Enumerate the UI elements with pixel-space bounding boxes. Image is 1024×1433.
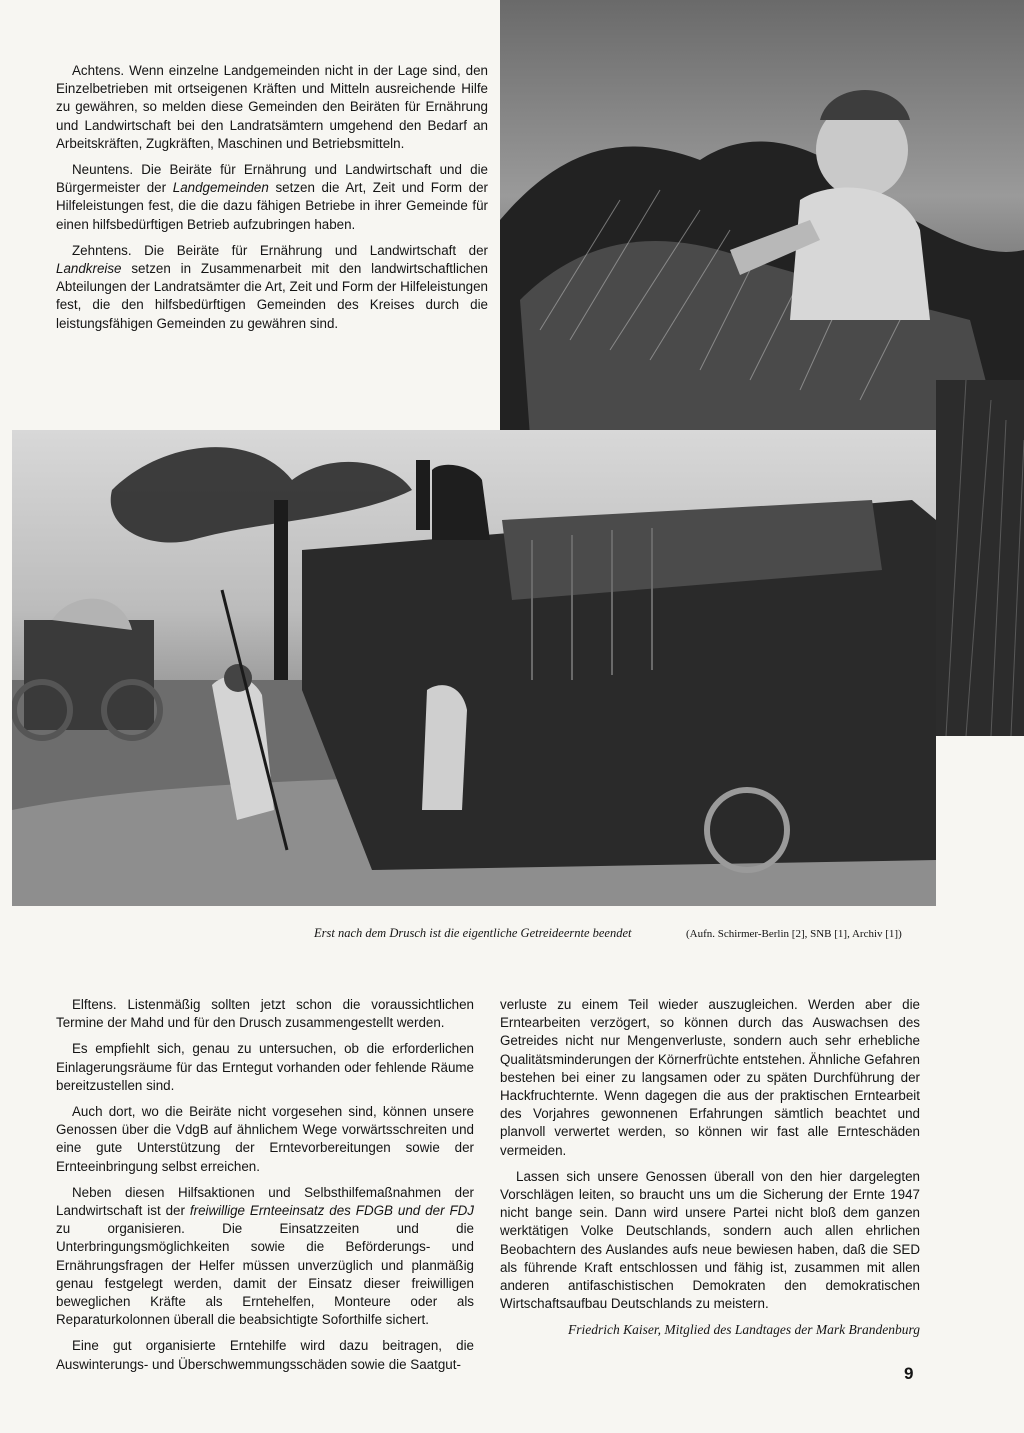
photo-woman-on-haystack bbox=[500, 0, 1024, 436]
page-number: 9 bbox=[904, 1364, 914, 1383]
paragraph-erntehilfe: Eine gut organisierte Erntehilfe wird dazu beitragen, die Auswinterungs- und Überschwemmungsschäden sowie die Saatgut- bbox=[56, 1338, 474, 1372]
article-left-column bbox=[56, 996, 474, 1382]
paragraph-vdgb: Auch dort, wo die Beiräte nicht vorgesehen sind, können unsere Genossen über die VdgB auf ähnlichem Wege vorwärtsschreiten und eine gute Unterstützung der Erntevorbereitungen sowie der Ernteeinbringung selbst erreichen. bbox=[56, 1104, 474, 1174]
photo-credits: (Aufn. Schirmer-Berlin [2], SNB [1], Archiv [1]) bbox=[686, 928, 902, 940]
paragraph-achtens: Achtens. Wenn einzelne Landgemeinden nicht in der Lage sind, den Einzelbetrieben mit ortseigenen Kräften und Mitteln ausreichende Hilfe zu gewähren, so melden diese Gemeinden den Beiräten für Ernährung und Landwirtschaft bei den Landratsämtern umgehend den Bedarf an Arbeitskräften, Zugkräften, Maschinen und Betriebsmitteln. bbox=[56, 63, 488, 151]
paragraph-neuntens: Neuntens. Die Beiräte für Ernährung und Landwirtschaft und die Bürgermeister der Landgemeinden setzen die Art, Zeit und Form der Hilfeleistungen fest, die die dazu fähigen Betriebe in ihrer Gemeinde für einen hilfsbedürftigen Betrieb aufzubringen haben. bbox=[56, 162, 489, 232]
paragraph-ernteeinsatz: Neben diesen Hilfsaktionen und Selbsthilfemaßnahmen der Landwirtschaft ist der freiwillige Ernteeinsatz des FDGB und der FDJ zu organisieren. Die Einsatzzeiten und die Unterbringungsmöglichkeiten sowie die Beförderungs- und Ernährungsfragen der Helfer müssen unverzüglich und planmäßig genau festgelegt werden, damit der Einsatz dieser freiwilligen beweglichen Kräfte als Erntehelfen, Monteure oder als Reparaturkolonnen überall die beabsichtigte Soforthilfe sichert. bbox=[56, 1184, 474, 1328]
article-right-column bbox=[500, 996, 920, 1321]
paragraph-sicherung: Lassen sich unsere Genossen überall von den hier dargelegten Vorschlägen leiten, so braucht uns um die Sicherung der Ernte 1947 nicht bange sein. Dann wird unsere Partei nicht bloß dem ganzen werktätigen Volke Deutschlands, sondern auch allen ehrlichen Beobachtern des Auslandes aufs neue bewiesen haben, daß die SED als führende Kraft entschlossen und fähig ist, zusammen mit allen anderen antifaschistischen Demokraten den demokratischen Wirtschaftsaufbau Deutschlands zu meistern. bbox=[500, 1168, 920, 1312]
photo-field-edge bbox=[936, 380, 1024, 736]
paragraph-zehntens: Zehntens. Die Beiräte für Ernährung und Landwirtschaft der Landkreise setzen in Zusammenarbeit mit den landwirtschaftlichen Abteilungen der Landratsämter die Art, Zeit und Form der Hilfeleistungen fest, die den hilfsbedürftigen Gemeinden des Kreises durch die leistungsfähigen Gemeinden zu gewähren sind. bbox=[56, 242, 488, 331]
paragraph-verluste: verluste zu einem Teil wieder auszugleichen. Werden aber die Erntearbeiten verzögert, so können durch das Auswachsen des Getreides nicht nur Mengenverluste, sondern auch sehr erhebliche Qualitätsminderungen der Körnerfrüchte entstehen. Ähnliche Gefahren bestehen bei einer zu langsamen oder zu späten Durchführung der Hackfruchternte. Wenn dagegen die aus der praktischen Erntearbeit des Vorjahres gewonnenen Erfahrungen sämtlich beachtet und planvoll verwertet werden, so können wir fast alle Ernteschäden vermeiden. bbox=[500, 997, 920, 1158]
paragraph-einlagerung: Es empfiehlt sich, genau zu untersuchen, ob die erforderlichen Einlagerungsräume für das Erntegut vorhanden oder fehlende Räume bereitzustellen sind. bbox=[56, 1041, 474, 1093]
photo-caption: Erst nach dem Drusch ist die eigentliche Getreideernte beendet bbox=[314, 926, 632, 940]
photo-threshing-machine bbox=[12, 430, 936, 906]
article-top-text bbox=[56, 62, 488, 341]
paragraph-elftens: Elftens. Listenmäßig sollten jetzt schon die voraussichtlichen Termine der Mahd und für den Drusch zusammengestellt werden. bbox=[56, 997, 474, 1031]
author-signature: Friedrich Kaiser, Mitglied des Landtages der Mark Brandenburg bbox=[568, 1322, 920, 1337]
